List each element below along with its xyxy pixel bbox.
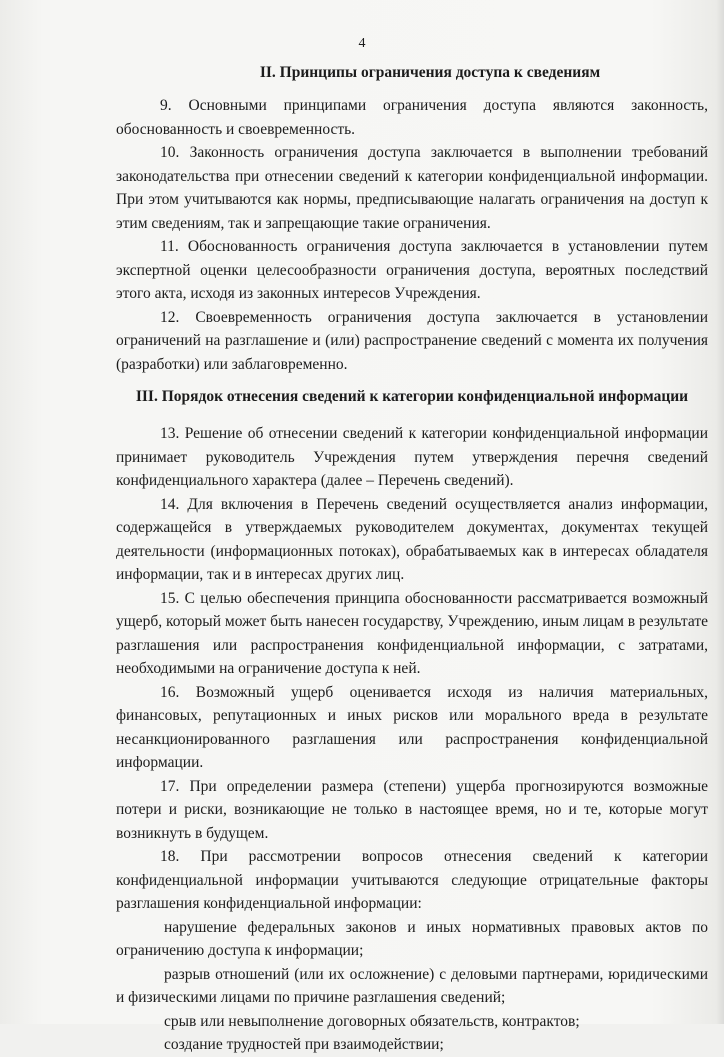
section-3-heading: III. Порядок отнесения сведений к категории конфиденциальной информации <box>135 388 689 405</box>
paragraph-11: 11. Обоснованность ограничения доступа заключается в установлении путем экспертной оценки целесообразности ограничения доступа, вероятных последствий этого акта, исходя из законных интересов Учреждения. <box>116 238 708 302</box>
paragraph-18: 18. При рассмотрении вопросов отнесения сведений к категории конфиденциальной информации учитываются следующие отрицательные факторы разглашения конфиденциальной информации: <box>116 848 708 912</box>
paragraph-9: 9. Основными принципами ограничения доступа являются законность, обоснованность и своевременность. <box>116 97 708 138</box>
factor-item: срыв или невыполнение договорных обязательств, контрактов; <box>164 1012 580 1030</box>
factor-item: создание трудностей при взаимодействии; <box>164 1036 444 1053</box>
scan-shadow-edge <box>716 0 724 1024</box>
factor-item: разрыв отношений (или их осложнение) с деловыми партнерами, юридическими и физическими лицами по причине разглашения сведений; <box>116 965 708 1006</box>
paragraph-12: 12. Своевременность ограничения доступа заключается в установлении ограничений на разглашение и (или) распространение сведений с момента их получения (разработки) или заблаговременно. <box>116 308 708 373</box>
section-2-heading: II. Принципы ограничения доступа к сведениям <box>259 64 601 81</box>
document-body <box>116 62 708 1057</box>
paragraph-10: 10. Законность ограничения доступа заключается в выполнении требований законодательства при отнесении сведений к категории конфиденциальной информации. При этом учитываются как нормы, предписывающие налагать ограничения на доступ к этим сведениям, так и запрещающие такие ограничения. <box>116 144 708 232</box>
factor-item: нарушение федеральных законов и иных нормативных правовых актов по ограничению доступа к информации; <box>116 918 708 959</box>
paragraph-17: 17. При определении размера (степени) ущерба прогнозируются возможные потери и риски, возникающие не только в настоящее время, но и те, которые могут возникнуть в будущем. <box>116 777 708 842</box>
page-number: 4 <box>358 36 366 51</box>
paragraph-14: 14. Для включения в Перечень сведений осуществляется анализ информации, содержащейся в утверждаемых руководителем документах, документах текущей деятельности (информационных потоках), обрабатываемых как в интересах обладателя информации, так и в интересах других лиц. <box>116 495 708 583</box>
paragraph-16: 16. Возможный ущерб оценивается исходя из наличия материальных, финансовых, репутационных и иных рисков или морального вреда в результате несанкционированного разглашения или распространения конфиденциальной информации. <box>116 683 708 771</box>
paragraph-13: 13. Решение об отнесении сведений к категории конфиденциальной информации принимает руководитель Учреждения путем утверждения перечня сведений конфиденциального характера (далее – Перечень сведений). <box>116 425 708 489</box>
paragraph-15: 15. С целью обеспечения принципа обоснованности рассматривается возможный ущерб, который может быть нанесен государству, Учреждению, иным лицам в результате разглашения или распространения конфиденциальной информации, с затратами, необходимыми на ограничение доступа к ней. <box>116 589 708 677</box>
